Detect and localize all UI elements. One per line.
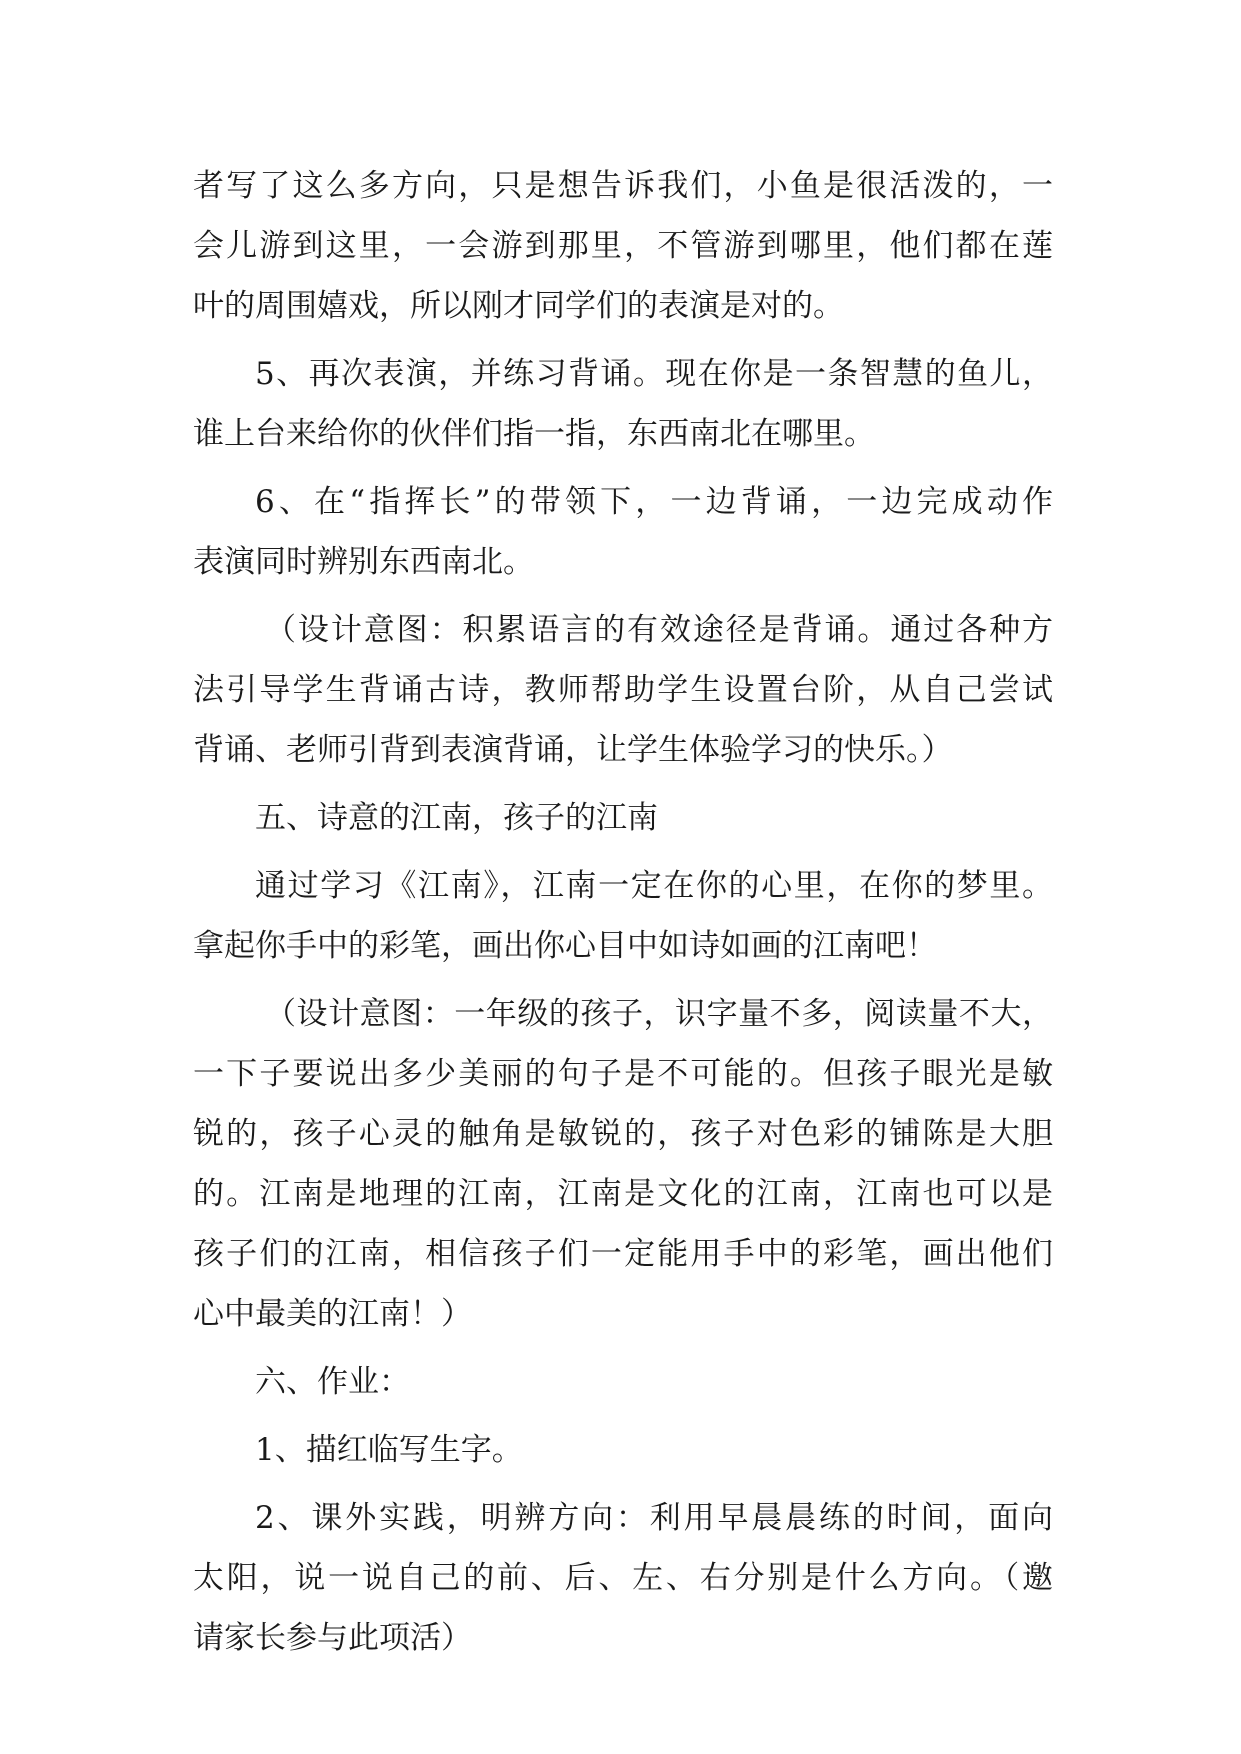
text-line: 法引导学生背诵古诗，教师帮助学生设置台阶，从自己尝试 [193,672,1053,708]
text-line: 孩子们的江南，相信孩子们一定能用手中的彩笔，画出他们 [193,1236,1053,1272]
text-line: 一下子要说出多少美丽的句子是不可能的。但孩子眼光是敏 [193,1056,1053,1092]
text-line: 锐的，孩子心灵的触角是敏锐的，孩子对色彩的铺陈是大胆 [193,1116,1053,1152]
document-body [193,156,1053,1668]
text-line: 2、课外实践，明辨方向：利用早晨晨练的时间，面向 [255,1500,1053,1536]
text-line: 六、作业： [255,1364,410,1400]
section-heading [193,1352,1053,1412]
text-line: 拿起你手中的彩笔，画出你心目中如诗如画的江南吧！ [193,928,937,964]
list-item [193,1420,1053,1480]
design-intent-note [193,600,1053,780]
text-line: 心中最美的江南！） [193,1296,472,1332]
paragraph [193,156,1053,336]
paragraph [193,344,1053,464]
text-line: （设计意图：一年级的孩子，识字量不多，阅读量不大， [265,996,1053,1032]
section-heading [193,788,1053,848]
text-line: 者写了这么多方向，只是想告诉我们，小鱼是很活泼的，一 [193,168,1053,204]
text-line: 谁上台来给你的伙伴们指一指，东西南北在哪里。 [193,416,875,452]
text-line: 1、描红临写生字。 [255,1432,523,1468]
design-intent-note [193,984,1053,1344]
paragraph [193,472,1053,592]
list-item [193,1488,1053,1668]
text-line: 6、在“指挥长”的带领下，一边背诵，一边完成动作 [255,484,1053,520]
text-line: 请家长参与此项活） [193,1620,472,1656]
paragraph [193,856,1053,976]
text-line: 通过学习《江南》，江南一定在你的心里，在你的梦里。 [255,868,1053,904]
text-line: 5、再次表演，并练习背诵。现在你是一条智慧的鱼儿， [255,356,1053,392]
text-line: 叶的周围嬉戏，所以刚才同学们的表演是对的。 [193,288,844,324]
text-line: （设计意图：积累语言的有效途径是背诵。通过各种方 [265,612,1053,648]
text-line: 五、诗意的江南，孩子的江南 [255,800,658,836]
text-line: 会儿游到这里，一会游到那里，不管游到哪里，他们都在莲 [193,228,1053,264]
text-line: 的。江南是地理的江南，江南是文化的江南，江南也可以是 [193,1176,1053,1212]
text-line: 表演同时辨别东西南北。 [193,544,534,580]
text-line: 太阳，说一说自己的前、后、左、右分别是什么方向。（邀 [193,1560,1053,1596]
text-line: 背诵、老师引背到表演背诵，让学生体验学习的快乐。） [193,732,953,768]
